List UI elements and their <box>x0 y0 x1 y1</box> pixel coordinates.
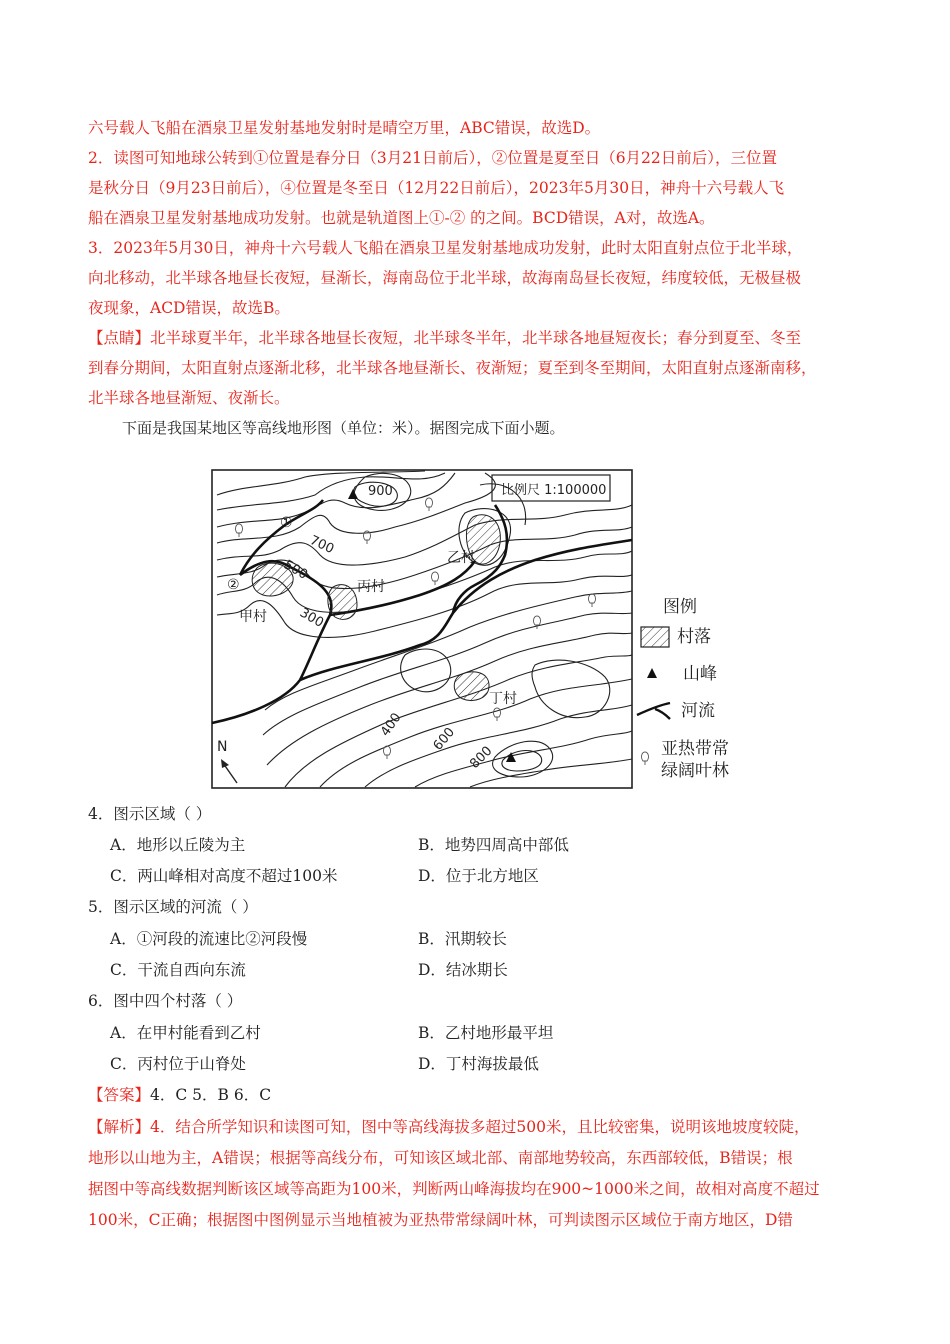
village-yi-label: 乙村 <box>447 550 475 566</box>
contour-label-600: 600 <box>430 724 459 754</box>
legend-forest-label-1: 亚热带常 <box>661 739 729 759</box>
legend-river-label: 河流 <box>681 701 715 721</box>
tip-line-3: 北半球各地昼渐短、夜渐长。 <box>88 389 290 407</box>
map-frame <box>212 470 632 788</box>
contour-label-500: 500 <box>281 557 311 583</box>
legend-peak-label: 山峰 <box>683 664 717 684</box>
question-6-option-d: D．丁村海拔最低 <box>418 1055 539 1073</box>
prev-explanation-line-3: 是秋分日（9月23日前后），④位置是冬至日（12月22日前后），2023年5月30日，神舟十六号载人飞 <box>88 179 785 197</box>
north-label: N <box>217 739 228 755</box>
tip-label: 【点睛】 <box>88 329 151 347</box>
contour-label-900: 900 <box>368 484 393 499</box>
tip-line-2: 到春分期间，太阳直射点逐渐北移，北半球各地昼渐长、夜渐短；夏至到冬至期间，太阳直射点逐渐南移， <box>88 359 817 377</box>
tip-line-1: 【点睛】北半球夏半年，北半球各地昼长夜短，北半球冬半年，北半球各地昼短夜长；春分到夏至、冬至 <box>88 329 802 347</box>
legend-river-icon <box>637 703 670 719</box>
prev-explanation-line-2: 2．读图可知地球公转到①位置是春分日（3月21日前后），②位置是夏至日（6月22日前后），三位置 <box>88 149 778 167</box>
question-6-option-a: A．在甲村能看到乙村 <box>110 1024 261 1042</box>
contour-label-700: 700 <box>307 533 337 558</box>
question-4-option-b: B．地势四周高中部低 <box>418 836 569 854</box>
question-6-option-c: C．丙村位于山脊处 <box>110 1055 246 1073</box>
analysis-line-4: 100米，C正确；根据图中图例显示当地植被为亚热带常绿阔叶林，可判读图示区域位于南方地区，D错 <box>88 1211 793 1229</box>
prev-explanation-line-6: 向北移动，北半球各地昼长夜短，昼渐长，海南岛位于北半球，故海南岛昼长夜短，纬度较低，无极昼极 <box>88 269 802 287</box>
question-4-stem: 4．图示区域（ ） <box>88 805 212 823</box>
contour-map-figure <box>205 465 750 795</box>
legend-title: 图例 <box>663 597 697 617</box>
intro-text: 下面是我国某地区等高线地形图（单位：米）。据图完成下面小题。 <box>122 419 565 437</box>
answer-text: 4．C 5．B 6．C <box>150 1086 272 1104</box>
analysis-line-3: 据图中等高线数据判断该区域等高距为100米，判断两山峰海拔均在900~1000米之间，故相对高度不超过 <box>88 1180 820 1198</box>
prev-explanation-line-7: 夜现象，ACD错误，故选B。 <box>88 299 290 317</box>
contour-label-400: 400 <box>377 710 405 740</box>
question-5-option-a: A．①河段的流速比②河段慢 <box>110 930 308 948</box>
village-jia-label: 甲村 <box>239 609 267 625</box>
question-4-option-c: C．两山峰相对高度不超过100米 <box>110 867 338 885</box>
prev-explanation-line-5: 3．2023年5月30日，神舟十六号载人飞船在酒泉卫星发射基地成功发射，此时太阳直射点位于北半球， <box>88 239 803 257</box>
legend-forest-label-2: 绿阔叶林 <box>661 761 729 781</box>
village-ding-label: 丁村 <box>489 691 517 707</box>
legend-peak-icon <box>647 668 657 678</box>
segment-2-label: ② <box>227 577 240 593</box>
analysis-label: 【解析】 <box>88 1118 151 1136</box>
question-4-option-d: D．位于北方地区 <box>418 867 539 885</box>
analysis-line-2: 地形以山地为主，A错误；根据等高线分布，可知该区域北部、南部地势较高，东西部较低，B错误；根 <box>88 1149 793 1167</box>
question-4-option-a: A．地形以丘陵为主 <box>110 836 246 854</box>
legend-village-label: 村落 <box>677 627 711 647</box>
question-5-option-d: D．结冰期长 <box>418 961 508 979</box>
answer-line <box>88 1085 271 1105</box>
segment-1-label: ① <box>280 515 293 531</box>
legend-village-swatch <box>641 627 669 647</box>
village-ding-area <box>454 672 489 701</box>
answer-label: 【答案】 <box>88 1086 151 1104</box>
question-5-option-c: C．干流自西向东流 <box>110 961 246 979</box>
contour-label-300: 300 <box>297 605 327 631</box>
scale-label: 比例尺 1:100000 <box>501 483 607 498</box>
contour-label-800: 800 <box>467 743 496 772</box>
prev-explanation-line-4: 船在酒泉卫星发射基地成功发射。也就是轨道图上①-② 的之间。BCD错误，A对，故选A。 <box>88 209 715 227</box>
village-bing-area <box>328 585 357 620</box>
question-6-stem: 6．图中四个村落（ ） <box>88 992 243 1010</box>
question-5-stem: 5．图示区域的河流（ ） <box>88 898 258 916</box>
prev-explanation-line-1: 六号载人飞船在酒泉卫星发射基地发射时是晴空万里，ABC错误，故选D。 <box>88 119 601 137</box>
village-bing-label: 丙村 <box>357 579 385 595</box>
analysis-line-1: 【解析】4．结合所学知识和读图可知，图中等高线海拔多超过500米，且比较密集，说明该地坡度较陡， <box>88 1118 810 1136</box>
question-5-option-b: B．汛期较长 <box>418 930 507 948</box>
legend-forest-icon <box>642 752 649 765</box>
question-6-option-b: B．乙村地形最平坦 <box>418 1024 554 1042</box>
